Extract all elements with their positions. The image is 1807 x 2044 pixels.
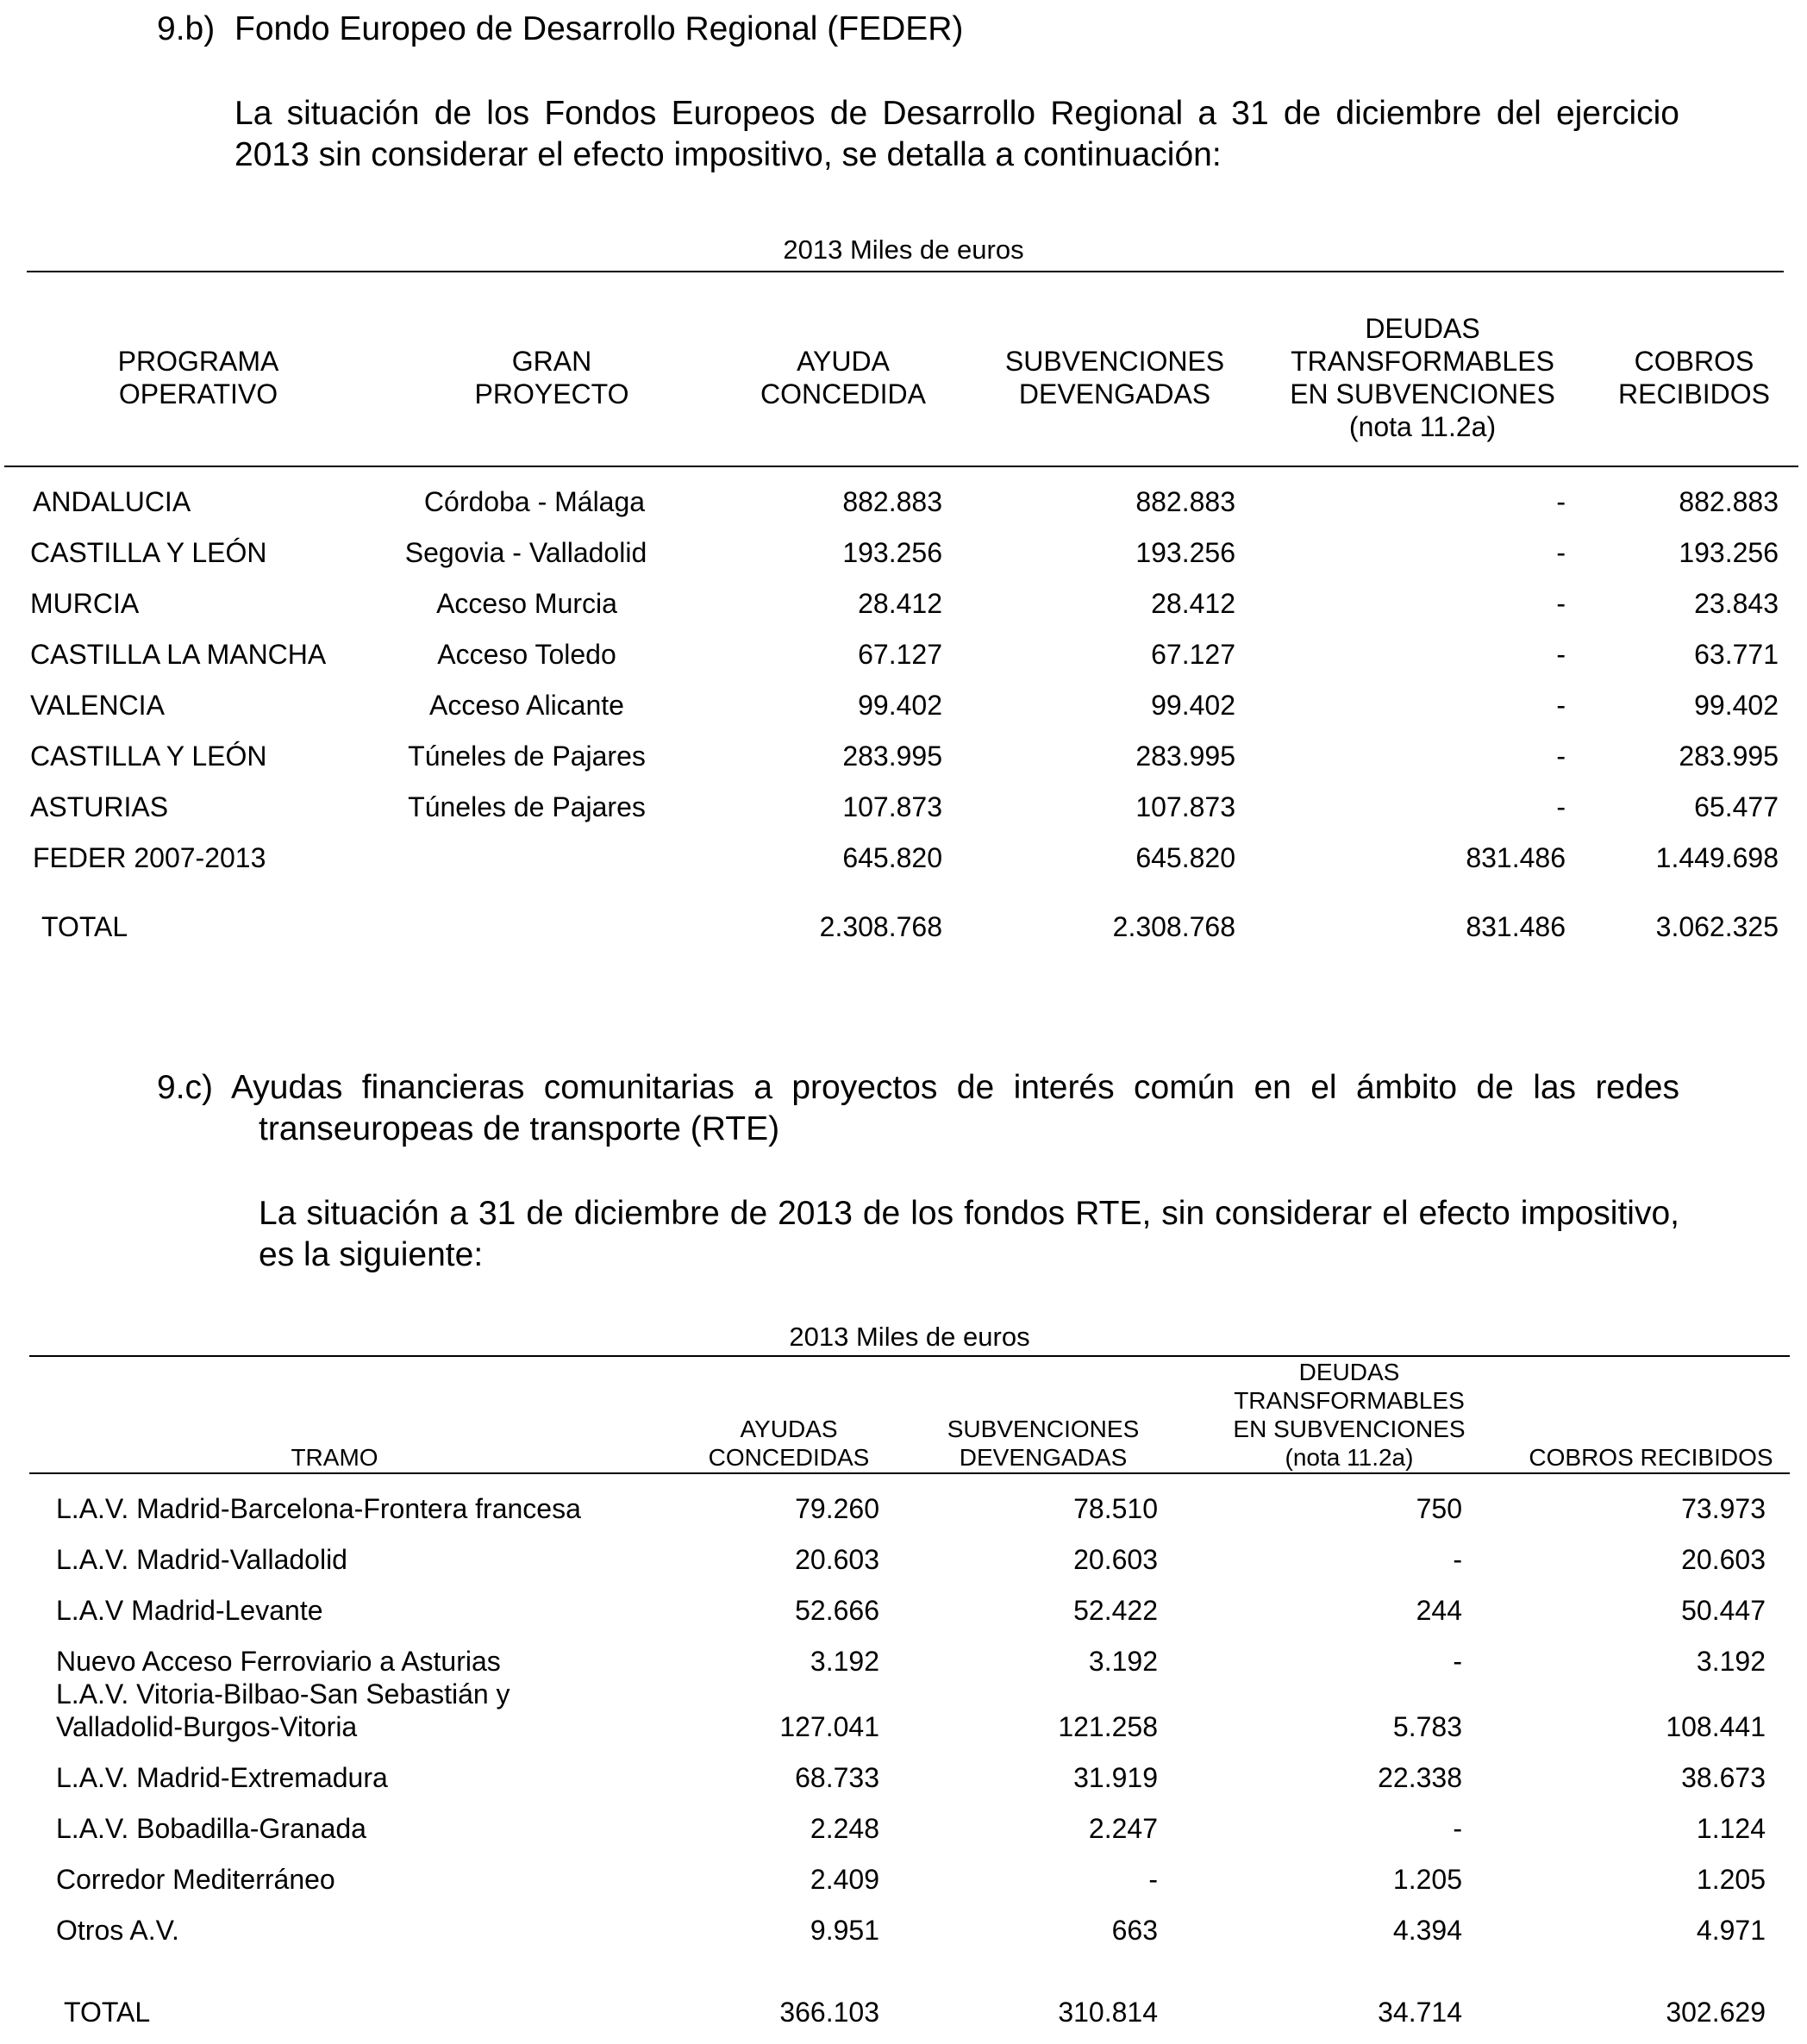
- section-b-number: 9.b): [157, 10, 216, 47]
- subvenciones-cell: 31.919: [1073, 1762, 1158, 1793]
- subvenciones-cell: 2.247: [1088, 1813, 1158, 1844]
- table-row: [0, 1811, 1807, 1846]
- deudas-cell: 244: [1416, 1595, 1462, 1626]
- subvenciones-cell: -: [1148, 1864, 1158, 1895]
- cobros-total: 302.629: [1666, 1997, 1766, 2028]
- cobros-cell: 50.447: [1681, 1595, 1766, 1626]
- subvenciones-cell: 663: [1111, 1915, 1158, 1946]
- section-c-paragraph: La situación a 31 de diciembre de 2013 de los fondos RTE, sin considerar el efecto impositivo, es la siguiente:: [259, 1195, 1679, 1273]
- ayudas-cell: 3.192: [810, 1646, 879, 1677]
- feder-header-programa: PROGRAMA OPERATIVO: [117, 346, 279, 409]
- programa-cell: ASTURIAS: [30, 791, 169, 822]
- ayuda-cell: 283.995: [842, 741, 942, 772]
- table-row: [0, 1677, 1807, 1746]
- deudas-cell: 22.338: [1378, 1762, 1462, 1793]
- programa-cell: VALENCIA: [30, 690, 165, 721]
- tramo-cell: L.A.V. Bobadilla-Granada: [56, 1813, 366, 1844]
- feder-header-ayuda: AYUDA CONCEDIDA: [760, 346, 926, 409]
- deudas-cell: -: [1556, 486, 1566, 517]
- cobros-cell: 73.973: [1681, 1493, 1766, 1524]
- deudas-cell: 750: [1416, 1493, 1462, 1524]
- rte-header-subvenciones: SUBVENCIONES DEVENGADAS: [947, 1416, 1140, 1471]
- rte-header-deudas: DEUDAS TRANSFORMABLES EN SUBVENCIONES (nota 11.2a): [1233, 1359, 1466, 1471]
- programa-cell: CASTILLA Y LEÓN: [30, 741, 267, 772]
- subvenciones-cell: 28.412: [1151, 588, 1235, 619]
- feder-header-proyecto: GRAN PROYECTO: [474, 346, 629, 409]
- deudas-cell: -: [1453, 1544, 1462, 1575]
- deudas-cell: 4.394: [1392, 1915, 1462, 1946]
- ayudas-cell: 20.603: [795, 1544, 879, 1575]
- ayudas-cell: 68.733: [795, 1762, 879, 1793]
- total-label: TOTAL: [64, 1997, 151, 2028]
- table-row: [0, 739, 1807, 773]
- table-row: [0, 1760, 1807, 1795]
- tramo-cell: Otros A.V.: [56, 1915, 179, 1946]
- table-row: [0, 1644, 1807, 1678]
- table-row: [0, 484, 1807, 519]
- cobros-cell: 63.771: [1694, 639, 1779, 670]
- subvenciones-cell: 99.402: [1151, 690, 1235, 721]
- deudas-cell: -: [1453, 1646, 1462, 1677]
- ayuda-cell: 645.820: [842, 842, 942, 873]
- rte-top-rule: [29, 1355, 1790, 1357]
- ayuda-cell: 28.412: [858, 588, 942, 619]
- cobros-cell: 882.883: [1679, 486, 1779, 517]
- deudas-total: 831.486: [1466, 911, 1566, 942]
- subvenciones-cell: 283.995: [1135, 741, 1235, 772]
- cobros-cell: 99.402: [1694, 690, 1779, 721]
- subvenciones-cell: 121.258: [1058, 1711, 1158, 1742]
- rte-header-tramo: TRAMO: [291, 1444, 378, 1471]
- tramo-cell-line2: Valladolid-Burgos-Vitoria: [56, 1711, 358, 1742]
- tramo-cell: L.A.V. Vitoria-Bilbao-San Sebastián y: [56, 1678, 510, 1710]
- table-row: [0, 535, 1807, 570]
- deudas-cell: -: [1556, 690, 1566, 721]
- tramo-cell: L.A.V. Madrid-Barcelona-Frontera francesa: [56, 1493, 581, 1524]
- table-row: [0, 688, 1807, 722]
- proyecto-cell: Córdoba - Málaga: [423, 486, 646, 517]
- total-label: TOTAL: [41, 911, 128, 942]
- subvenciones-cell: 52.422: [1073, 1595, 1158, 1626]
- deudas-cell: -: [1556, 791, 1566, 822]
- programa-cell: MURCIA: [30, 588, 140, 619]
- deudas-cell: -: [1556, 537, 1566, 568]
- tramo-cell: L.A.V Madrid-Levante: [56, 1595, 323, 1626]
- subvenciones-cell: 3.192: [1088, 1646, 1158, 1677]
- deudas-total: 34.714: [1378, 1997, 1462, 2028]
- deudas-cell: -: [1556, 588, 1566, 619]
- deudas-cell: -: [1556, 639, 1566, 670]
- feder-header-cobros: COBROS RECIBIDOS: [1617, 346, 1771, 409]
- cobros-cell: 1.449.698: [1655, 842, 1779, 873]
- cobros-cell: 193.256: [1679, 537, 1779, 568]
- proyecto-cell: Acceso Murcia: [436, 588, 617, 619]
- table-row: [0, 637, 1807, 672]
- cobros-cell: 1.124: [1696, 1813, 1766, 1844]
- table-row: [0, 1593, 1807, 1628]
- proyecto-cell: Acceso Alicante: [429, 690, 624, 721]
- feder-header-deudas: DEUDAS TRANSFORMABLES EN SUBVENCIONES (nota 11.2a): [1290, 313, 1555, 442]
- subvenciones-total: 2.308.768: [1112, 911, 1235, 942]
- deudas-cell: 831.486: [1466, 842, 1566, 873]
- table-row: [0, 1542, 1807, 1577]
- proyecto-cell: Túneles de Pajares: [408, 791, 646, 822]
- subvenciones-cell: 20.603: [1073, 1544, 1158, 1575]
- cobros-cell: 3.192: [1696, 1646, 1766, 1677]
- feder-header-rule: [4, 466, 1798, 467]
- cobros-cell: 4.971: [1696, 1915, 1766, 1946]
- programa-cell: CASTILLA Y LEÓN: [30, 537, 267, 568]
- deudas-cell: 5.783: [1392, 1711, 1462, 1742]
- table-row: [0, 586, 1807, 621]
- deudas-cell: -: [1453, 1813, 1462, 1844]
- table-row: [0, 1862, 1807, 1897]
- subvenciones-cell: 193.256: [1135, 537, 1235, 568]
- tramo-cell: Nuevo Acceso Ferroviario a Asturias: [56, 1646, 501, 1677]
- feder-header-subvenciones: SUBVENCIONES DEVENGADAS: [1004, 346, 1225, 409]
- table-row: [0, 841, 1807, 875]
- deudas-cell: 1.205: [1392, 1864, 1462, 1895]
- subvenciones-cell: 645.820: [1135, 842, 1235, 873]
- tramo-cell: L.A.V. Madrid-Valladolid: [56, 1544, 347, 1575]
- ayuda-cell: 107.873: [842, 791, 942, 822]
- ayuda-cell: 67.127: [858, 639, 942, 670]
- subvenciones-cell: 78.510: [1073, 1493, 1158, 1524]
- cobros-cell: 38.673: [1681, 1762, 1766, 1793]
- feder-table-caption: 2013 Miles de euros: [783, 234, 1024, 265]
- rte-header-cobros: COBROS RECIBIDOS: [1529, 1444, 1773, 1471]
- section-b-title: Fondo Europeo de Desarrollo Regional (FEDER): [234, 10, 964, 47]
- ayuda-total: 2.308.768: [819, 911, 942, 942]
- subvenciones-cell: 107.873: [1135, 791, 1235, 822]
- table-total-row: [0, 1995, 1807, 2029]
- subvenciones-total: 310.814: [1058, 1997, 1158, 2028]
- ayudas-cell: 9.951: [810, 1915, 879, 1946]
- section-c-title-line1: Ayudas financieras comunitarias a proyectos de interés común en el ámbito de las redes: [231, 1069, 1679, 1106]
- cobros-total: 3.062.325: [1655, 911, 1779, 942]
- section-c-number: 9.c): [157, 1069, 214, 1106]
- table-total-row: [0, 909, 1807, 944]
- table-row: [0, 1491, 1807, 1526]
- table-row: [0, 790, 1807, 824]
- table-row: [0, 1913, 1807, 1947]
- ayudas-cell: 52.666: [795, 1595, 879, 1626]
- rte-table-caption: 2013 Miles de euros: [789, 1322, 1030, 1352]
- subvenciones-cell: 67.127: [1151, 639, 1235, 670]
- deudas-cell: -: [1556, 741, 1566, 772]
- proyecto-cell: Acceso Toledo: [437, 639, 616, 670]
- ayudas-cell: 2.248: [810, 1813, 879, 1844]
- programa-cell: FEDER 2007-2013: [33, 842, 266, 873]
- cobros-cell: 1.205: [1696, 1864, 1766, 1895]
- section-c-title-line2: transeuropeas de transporte (RTE): [259, 1110, 780, 1147]
- ayudas-cell: 2.409: [810, 1864, 879, 1895]
- proyecto-cell: Túneles de Pajares: [408, 741, 646, 772]
- ayuda-cell: 99.402: [858, 690, 942, 721]
- ayuda-cell: 882.883: [842, 486, 942, 517]
- cobros-cell: 23.843: [1694, 588, 1779, 619]
- proyecto-cell: Segovia - Valladolid: [404, 537, 647, 568]
- cobros-cell: 65.477: [1694, 791, 1779, 822]
- programa-cell: CASTILLA LA MANCHA: [30, 639, 327, 670]
- rte-header-ayudas: AYUDAS CONCEDIDAS: [708, 1416, 870, 1471]
- ayuda-cell: 193.256: [842, 537, 942, 568]
- ayudas-cell: 127.041: [779, 1711, 879, 1742]
- rte-header-rule: [29, 1472, 1790, 1474]
- subvenciones-cell: 882.883: [1135, 486, 1235, 517]
- section-b-paragraph: La situación de los Fondos Europeos de Desarrollo Regional a 31 de diciembre del ejercicio 2013 sin considerar el efecto impositivo, se detalla a continuación:: [234, 95, 1679, 173]
- cobros-cell: 108.441: [1666, 1711, 1766, 1742]
- tramo-cell: L.A.V. Madrid-Extremadura: [56, 1762, 388, 1793]
- cobros-cell: 20.603: [1681, 1544, 1766, 1575]
- programa-cell: ANDALUCIA: [33, 486, 191, 517]
- ayudas-cell: 79.260: [795, 1493, 879, 1524]
- feder-top-rule: [27, 271, 1784, 272]
- ayudas-total: 366.103: [779, 1997, 879, 2028]
- cobros-cell: 283.995: [1679, 741, 1779, 772]
- tramo-cell: Corredor Mediterráneo: [56, 1864, 335, 1895]
